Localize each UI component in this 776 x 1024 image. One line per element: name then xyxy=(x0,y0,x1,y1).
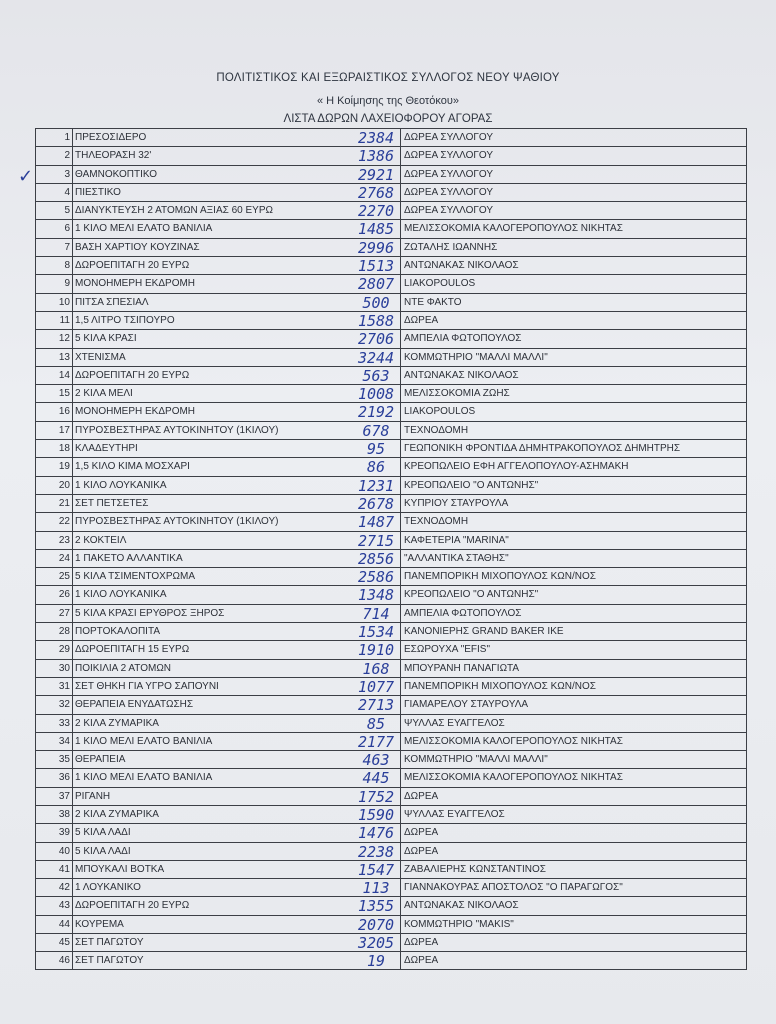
prize-sponsor: ΚΟΜΜΩΤΗΡΙΟ "ΜΑΛΛΙ ΜΑΛΛΙ" xyxy=(400,751,748,768)
prize-sponsor: ΑΝΤΩΝΑΚΑΣ ΝΙΚΟΛΑΟΣ xyxy=(400,257,748,274)
winning-ticket-number: 1386 xyxy=(357,147,395,166)
row-number: 23 xyxy=(36,532,73,549)
winning-ticket-number: 2384 xyxy=(357,129,395,147)
prize-sponsor: ΚΡΕΟΠΩΛΕΙΟ ΕΦΗ ΑΓΓΕΛΟΠΟΥΛΟΥ-ΑΣΗΜΑΚΗ xyxy=(400,458,748,475)
prize-sponsor: ΑΝΤΩΝΑΚΑΣ ΝΙΚΟΛΑΟΣ xyxy=(400,897,748,914)
prize-item: ΜΠΟΥΚΑΛΙ ΒΟΤΚΑ xyxy=(75,863,165,875)
row-number: 22 xyxy=(36,513,73,530)
prize-sponsor: ΚΑΝΟΝΙΕΡΗΣ GRAND BAKER IKE xyxy=(400,623,748,640)
winning-ticket-number: 3244 xyxy=(357,348,395,367)
winning-ticket-number: 2238 xyxy=(357,842,395,861)
row-number: 20 xyxy=(36,477,73,494)
prize-item: ΘΑΜΝΟΚΟΠΤΙΚΟ xyxy=(75,168,157,180)
prize-sponsor: LIAKOPOULOS xyxy=(400,275,748,292)
prize-sponsor: ΚΑΦΕΤΕΡΙΑ "MARINA" xyxy=(400,532,748,549)
prize-item: ΠΥΡΟΣΒΕΣΤΗΡΑΣ ΑΥΤΟΚΙΝΗΤΟΥ (1ΚΙΛΟΥ) xyxy=(75,424,279,436)
winning-ticket-number: 2713 xyxy=(357,696,395,715)
prize-sponsor: ΔΩΡΕΑ xyxy=(400,934,748,951)
table-row xyxy=(35,567,747,585)
prize-sponsor: ΕΣΩΡΟΥΧΑ "EFIS" xyxy=(400,641,748,658)
table-row xyxy=(35,933,747,951)
association-name: ΠΟΛΙΤΙΣΤΙΚΟΣ ΚΑΙ ΕΞΩΡΑΙΣΤΙΚΟΣ ΣΥΛΛΟΓΟΣ ΝΕΟΥ ΨΑΘΙΟΥ xyxy=(216,72,560,84)
winning-ticket-number: 2270 xyxy=(357,202,395,221)
table-row xyxy=(35,805,747,823)
winning-ticket-number: 714 xyxy=(362,604,390,623)
winning-ticket-number: 1487 xyxy=(357,513,395,532)
table-row xyxy=(35,695,747,713)
prize-item: 5 ΚΙΛΑ ΚΡΑΣΙ xyxy=(75,333,137,345)
prize-sponsor: LIAKOPOULOS xyxy=(400,403,748,420)
table-row xyxy=(35,384,747,402)
winning-ticket-number: 1547 xyxy=(357,860,395,879)
prize-sponsor: ΜΕΛΙΣΣΟΚΟΜΙΑ ΚΑΛΟΓΕΡΟΠΟΥΛΟΣ ΝΙΚΗΤΑΣ xyxy=(400,220,748,237)
row-number: 42 xyxy=(36,879,73,896)
prize-item: ΡΙΓΑΝΗ xyxy=(75,790,111,802)
winning-ticket-number: 1077 xyxy=(357,677,395,696)
prize-item: ΠΙΕΣΤΙΚΟ xyxy=(75,186,121,198)
table-row xyxy=(35,585,747,603)
prize-sponsor: ΜΕΛΙΣΣΟΚΟΜΙΑ ΖΩΗΣ xyxy=(400,385,748,402)
prize-item: 1 ΚΙΛΟ ΜΕΛΙ ΕΛΑΤΟ ΒΑΝΙΛΙΑ xyxy=(75,223,213,235)
prize-item: ΣΕΤ ΠΑΓΩΤΟΥ xyxy=(75,955,144,967)
prize-sponsor: ΑΝΤΩΝΑΚΑΣ ΝΙΚΟΛΑΟΣ xyxy=(400,367,748,384)
row-number: 3 xyxy=(36,166,73,183)
winning-ticket-number: 2856 xyxy=(357,549,395,568)
table-row xyxy=(35,348,747,366)
prize-sponsor: ΑΜΠΕΛΙΑ ΦΩΤΟΠΟΥΛΟΣ xyxy=(400,605,748,622)
prize-item: 1 ΚΙΛΟ ΛΟΥΚΑΝΙΚΑ xyxy=(75,479,167,491)
row-number: 46 xyxy=(36,952,73,968)
table-row xyxy=(35,219,747,237)
table-row xyxy=(35,476,747,494)
row-number: 44 xyxy=(36,916,73,933)
table-row xyxy=(35,677,747,695)
prize-sponsor: ΔΩΡΕΑ ΣΥΛΛΟΓΟΥ xyxy=(400,202,748,219)
row-number: 43 xyxy=(36,897,73,914)
row-number: 6 xyxy=(36,220,73,237)
prize-item: ΠΡΕΣΟΣΙΔΕΡΟ xyxy=(75,132,147,143)
winning-ticket-number: 1534 xyxy=(357,623,395,642)
table-row xyxy=(35,732,747,750)
winning-ticket-number: 1008 xyxy=(357,385,395,404)
row-number: 37 xyxy=(36,788,73,805)
table-row xyxy=(35,622,747,640)
prize-sponsor: ΔΩΡΕΑ ΣΥΛΛΟΓΟΥ xyxy=(400,184,748,201)
row-number: 32 xyxy=(36,696,73,713)
winning-ticket-number: 2768 xyxy=(357,183,395,202)
prize-item: 5 ΚΙΛΑ ΤΣΙΜΕΝΤΟΧΡΩΜΑ xyxy=(75,571,195,583)
table-row xyxy=(35,714,747,732)
table-row xyxy=(35,146,747,164)
prize-item: 2 ΚΙΛΑ ΜΕΛΙ xyxy=(75,388,133,400)
prize-sponsor: ΚΟΜΜΩΤΗΡΙΟ "ΜΑΛΛΙ ΜΑΛΛΙ" xyxy=(400,349,748,366)
row-number: 17 xyxy=(36,422,73,439)
row-number: 13 xyxy=(36,349,73,366)
row-number: 40 xyxy=(36,843,73,860)
prize-sponsor: ΔΩΡΕΑ xyxy=(400,952,748,968)
prize-sponsor: ΚΡΕΟΠΩΛΕΙΟ "Ο ΑΝΤΩΝΗΣ" xyxy=(400,477,748,494)
prize-item: ΣΕΤ ΠΑΓΩΤΟΥ xyxy=(75,937,144,949)
row-number: 27 xyxy=(36,605,73,622)
prize-item: ΚΟΥΡΕΜΑ xyxy=(75,918,124,930)
winning-ticket-number: 1348 xyxy=(357,586,395,605)
prize-item: ΔΩΡΟΕΠΙΤΑΓΗ 15 ΕΥΡΩ xyxy=(75,644,190,656)
table-row xyxy=(35,878,747,896)
row-number: 31 xyxy=(36,678,73,695)
prize-table xyxy=(35,128,747,970)
winning-ticket-number: 2921 xyxy=(357,165,395,184)
prize-item: ΠΙΤΣΑ ΣΠΕΣΙΑΛ xyxy=(75,296,149,308)
row-number: 16 xyxy=(36,403,73,420)
prize-item: 1 ΠΑΚΕΤΟ ΑΛΛΑΝΤΙΚΑ xyxy=(75,552,183,564)
table-row xyxy=(35,640,747,658)
prize-item: 1 ΚΙΛΟ ΜΕΛΙ ΕΛΑΤΟ ΒΑΝΙΛΙΑ xyxy=(75,735,213,747)
prize-item: ΔΩΡΟΕΠΙΤΑΓΗ 20 ΕΥΡΩ xyxy=(75,900,190,912)
winning-ticket-number: 2706 xyxy=(357,330,395,349)
prize-sponsor: ΔΩΡΕΑ ΣΥΛΛΟΓΟΥ xyxy=(400,147,748,164)
table-row xyxy=(35,659,747,677)
row-number: 15 xyxy=(36,385,73,402)
prize-sponsor: ΖΑΒΑΛΙΕΡΗΣ ΚΩΝΣΤΑΝΤΙΝΟΣ xyxy=(400,861,748,878)
prize-item: 5 ΚΙΛΑ ΛΑΔΙ xyxy=(75,845,131,857)
prize-item: 1 ΛΟΥΚΑΝΙΚΟ xyxy=(75,882,141,894)
winning-ticket-number: 563 xyxy=(362,366,390,385)
row-number: 8 xyxy=(36,257,73,274)
winning-ticket-number: 1752 xyxy=(357,787,395,806)
prize-sponsor: ΚΡΕΟΠΩΛΕΙΟ "Ο ΑΝΤΩΝΗΣ" xyxy=(400,586,748,603)
winning-ticket-number: 2586 xyxy=(357,568,395,587)
prize-sponsor: ΚΥΠΡΙΟΥ ΣΤΑΥΡΟΥΛΑ xyxy=(400,495,748,512)
prize-item: ΔΙΑΝΥΚΤΕΥΣΗ 2 ΑΤΟΜΩΝ ΑΞΙΑΣ 60 ΕΥΡΩ xyxy=(75,205,273,217)
prize-item: ΣΕΤ ΠΕΤΣΕΤΕΣ xyxy=(75,497,149,509)
row-number: 35 xyxy=(36,751,73,768)
prize-item: 5 ΚΙΛΑ ΛΑΔΙ xyxy=(75,827,131,839)
row-number: 39 xyxy=(36,824,73,841)
row-number: 9 xyxy=(36,275,73,292)
table-row xyxy=(35,494,747,512)
row-number: 25 xyxy=(36,568,73,585)
winning-ticket-number: 2192 xyxy=(357,403,395,422)
prize-item: 2 ΚΙΛΑ ΖΥΜΑΡΙΚΑ xyxy=(75,717,159,729)
prize-sponsor: ΝΤΕ ΦΑΚΤΟ xyxy=(400,294,748,311)
winning-ticket-number: 2070 xyxy=(357,915,395,934)
winning-ticket-number: 463 xyxy=(362,751,390,770)
table-row xyxy=(35,183,747,201)
winning-ticket-number: 678 xyxy=(362,421,390,440)
table-row xyxy=(35,256,747,274)
winning-ticket-number: 1355 xyxy=(357,897,395,916)
winning-ticket-number: 1588 xyxy=(357,311,395,330)
prize-item: ΠΟΡΤΟΚΑΛΟΠΙΤΑ xyxy=(75,626,160,638)
prize-item: ΤΗΛΕΟΡΑΣΗ 32' xyxy=(75,150,152,162)
row-number: 41 xyxy=(36,861,73,878)
row-number: 5 xyxy=(36,202,73,219)
row-number: 2 xyxy=(36,147,73,164)
handwritten-checkmark: ✓ xyxy=(18,166,34,187)
prize-sponsor: ΠΑΝΕΜΠΟΡΙΚΗ ΜΙΧΟΠΟΥΛΟΣ ΚΩΝ/ΝΟΣ xyxy=(400,678,748,695)
winning-ticket-number: 445 xyxy=(362,769,390,788)
prize-item: 2 ΚΙΛΑ ΖΥΜΑΡΙΚΑ xyxy=(75,808,159,820)
winning-ticket-number: 95 xyxy=(366,440,386,459)
table-row xyxy=(35,311,747,329)
prize-sponsor: ΓΙΑΜΑΡΕΛΟΥ ΣΤΑΥΡΟΥΛΑ xyxy=(400,696,748,713)
table-row xyxy=(35,860,747,878)
table-row xyxy=(35,531,747,549)
row-number: 30 xyxy=(36,660,73,677)
winning-ticket-number: 1231 xyxy=(357,476,395,495)
prize-item: ΧΤΕΝΙΣΜΑ xyxy=(75,351,126,363)
row-number: 7 xyxy=(36,239,73,256)
table-row xyxy=(35,329,747,347)
prize-item: 2 ΚΟΚΤΕΙΛ xyxy=(75,534,127,546)
prize-sponsor: ΖΩΤΑΛΗΣ ΙΩΑΝΝΗΣ xyxy=(400,239,748,256)
row-number: 34 xyxy=(36,733,73,750)
table-row xyxy=(35,402,747,420)
table-row xyxy=(35,274,747,292)
prize-sponsor: ΔΩΡΕΑ xyxy=(400,312,748,329)
prize-item: ΜΟΝΟΗΜΕΡΗ ΕΚΔΡΟΜΗ xyxy=(75,406,196,418)
prize-sponsor: ΔΩΡΕΑ ΣΥΛΛΟΓΟΥ xyxy=(400,166,748,183)
prize-sponsor: ΤΕΧΝΟΔΟΜΗ xyxy=(400,513,748,530)
prize-sponsor: "ΑΛΛΑΝΤΙΚΑ ΣΤΑΘΗΣ" xyxy=(400,550,748,567)
prize-item: 1,5 ΚΙΛΟ ΚΙΜΑ ΜΟΣΧΑΡΙ xyxy=(75,461,190,473)
prize-item: ΠΥΡΟΣΒΕΣΤΗΡΑΣ ΑΥΤΟΚΙΝΗΤΟΥ (1ΚΙΛΟΥ) xyxy=(75,516,279,528)
prize-sponsor: ΜΕΛΙΣΣΟΚΟΜΙΑ ΚΑΛΟΓΕΡΟΠΟΥΛΟΣ ΝΙΚΗΤΑΣ xyxy=(400,769,748,786)
table-row xyxy=(35,512,747,530)
winning-ticket-number: 1485 xyxy=(357,220,395,239)
prize-item: 1 ΚΙΛΟ ΜΕΛΙ ΕΛΑΤΟ ΒΑΝΙΛΙΑ xyxy=(75,772,213,784)
winning-ticket-number: 2678 xyxy=(357,494,395,513)
table-row xyxy=(35,823,747,841)
winning-ticket-number: 113 xyxy=(362,879,390,898)
row-number: 12 xyxy=(36,330,73,347)
prize-item: 1,5 ΛΙΤΡΟ ΤΣΙΠΟΥΡΟ xyxy=(75,314,175,326)
row-number: 21 xyxy=(36,495,73,512)
row-number: 11 xyxy=(36,312,73,329)
row-number: 14 xyxy=(36,367,73,384)
winning-ticket-number: 2715 xyxy=(357,531,395,550)
prize-item: ΔΩΡΟΕΠΙΤΑΓΗ 20 ΕΥΡΩ xyxy=(75,369,190,381)
row-number: 1 xyxy=(36,129,73,146)
prize-item: ΘΕΡΑΠΕΙΑ ΕΝΥΔΑΤΩΣΗΣ xyxy=(75,699,194,711)
prize-item: ΔΩΡΟΕΠΙΤΑΓΗ 20 ΕΥΡΩ xyxy=(75,260,190,272)
row-number: 45 xyxy=(36,934,73,951)
row-number: 36 xyxy=(36,769,73,786)
prize-sponsor: ΑΜΠΕΛΙΑ ΦΩΤΟΠΟΥΛΟΣ xyxy=(400,330,748,347)
row-number: 10 xyxy=(36,294,73,311)
table-row xyxy=(35,842,747,860)
table-row xyxy=(35,549,747,567)
row-number: 18 xyxy=(36,440,73,457)
prize-sponsor: ΔΩΡΕΑ xyxy=(400,824,748,841)
row-number: 4 xyxy=(36,184,73,201)
prize-item: ΜΟΝΟΗΜΕΡΗ ΕΚΔΡΟΜΗ xyxy=(75,278,196,290)
winning-ticket-number: 168 xyxy=(362,659,390,678)
prize-sponsor: ΔΩΡΕΑ ΣΥΛΛΟΓΟΥ xyxy=(400,129,748,146)
table-row xyxy=(35,604,747,622)
winning-ticket-number: 85 xyxy=(366,714,386,733)
prize-sponsor: ΠΑΝΕΜΠΟΡΙΚΗ ΜΙΧΟΠΟΥΛΟΣ ΚΩΝ/ΝΟΣ xyxy=(400,568,748,585)
table-row xyxy=(35,165,747,183)
row-number: 26 xyxy=(36,586,73,603)
table-row xyxy=(35,238,747,256)
prize-item: ΒΑΣΗ ΧΑΡΤΙΟΥ ΚΟΥΖΙΝΑΣ xyxy=(75,241,200,253)
prize-item: 5 ΚΙΛΑ ΚΡΑΣΙ ΕΡΥΘΡΟΣ ΞΗΡΟΣ xyxy=(75,607,225,619)
winning-ticket-number: 19 xyxy=(366,952,386,971)
winning-ticket-number: 1910 xyxy=(357,641,395,660)
winning-ticket-number: 500 xyxy=(362,293,390,312)
prize-sponsor: ΜΕΛΙΣΣΟΚΟΜΙΑ ΚΑΛΟΓΕΡΟΠΟΥΛΟΣ ΝΙΚΗΤΑΣ xyxy=(400,733,748,750)
prize-sponsor: ΨΥΛΛΑΣ ΕΥΑΓΓΕΛΟΣ xyxy=(400,715,748,732)
table-row xyxy=(35,787,747,805)
prize-item: ΠΟΙΚΙΛΙΑ 2 ΑΤΟΜΩΝ xyxy=(75,662,172,674)
prize-item: ΣΕΤ ΘΗΚΗ ΓΙΑ ΥΓΡΟ ΣΑΠΟΥΝΙ xyxy=(75,680,219,692)
prize-sponsor: ΨΥΛΛΑΣ ΕΥΑΓΓΕΛΟΣ xyxy=(400,806,748,823)
prize-sponsor: ΔΩΡΕΑ xyxy=(400,843,748,860)
winning-ticket-number: 1476 xyxy=(357,824,395,843)
winning-ticket-number: 2177 xyxy=(357,732,395,751)
table-row xyxy=(35,128,747,146)
table-row xyxy=(35,439,747,457)
row-number: 24 xyxy=(36,550,73,567)
list-title: ΛΙΣΤΑ ΔΩΡΩΝ ΛΑΧΕΙΟΦΟΡΟΥ ΑΓΟΡΑΣ xyxy=(283,113,493,125)
row-number: 38 xyxy=(36,806,73,823)
row-number: 19 xyxy=(36,458,73,475)
prize-item: 1 ΚΙΛΟ ΛΟΥΚΑΝΙΚΑ xyxy=(75,589,167,601)
row-number: 28 xyxy=(36,623,73,640)
table-row xyxy=(35,915,747,933)
table-row xyxy=(35,750,747,768)
prize-sponsor: ΔΩΡΕΑ xyxy=(400,788,748,805)
winning-ticket-number: 86 xyxy=(366,458,386,477)
table-row xyxy=(35,951,747,969)
prize-sponsor: ΜΠΟΥΡΑΝΗ ΠΑΝΑΓΙΩΤΑ xyxy=(400,660,748,677)
table-row xyxy=(35,201,747,219)
winning-ticket-number: 1513 xyxy=(357,257,395,276)
association-subtitle: « Η Κοίμησης της Θεοτόκου» xyxy=(317,95,459,107)
prize-item: ΘΕΡΑΠΕΙΑ xyxy=(75,754,126,766)
prize-sponsor: ΓΕΩΠΟΝΙΚΗ ΦΡΟΝΤΙΔΑ ΔΗΜΗΤΡΑΚΟΠΟΥΛΟΣ ΔΗΜΗΤΡΗΣ xyxy=(400,440,748,457)
winning-ticket-number: 2807 xyxy=(357,275,395,294)
prize-sponsor: ΓΙΑΝΝΑΚΟΥΡΑΣ ΑΠΟΣΤΟΛΟΣ "Ο ΠΑΡΑΓΩΓΟΣ" xyxy=(400,879,748,896)
table-row xyxy=(35,457,747,475)
table-row xyxy=(35,421,747,439)
table-row xyxy=(35,896,747,914)
row-number: 33 xyxy=(36,715,73,732)
winning-ticket-number: 2996 xyxy=(357,238,395,257)
table-row xyxy=(35,768,747,786)
prize-sponsor: ΚΟΜΜΩΤΗΡΙΟ "MAKIS" xyxy=(400,916,748,933)
winning-ticket-number: 1590 xyxy=(357,805,395,824)
prize-sponsor: ΤΕΧΝΟΔΟΜΗ xyxy=(400,422,748,439)
table-row xyxy=(35,366,747,384)
prize-item: ΚΛΑΔΕΥΤΗΡΙ xyxy=(75,443,138,455)
winning-ticket-number: 3205 xyxy=(357,934,395,953)
table-row xyxy=(35,293,747,311)
row-number: 29 xyxy=(36,641,73,658)
